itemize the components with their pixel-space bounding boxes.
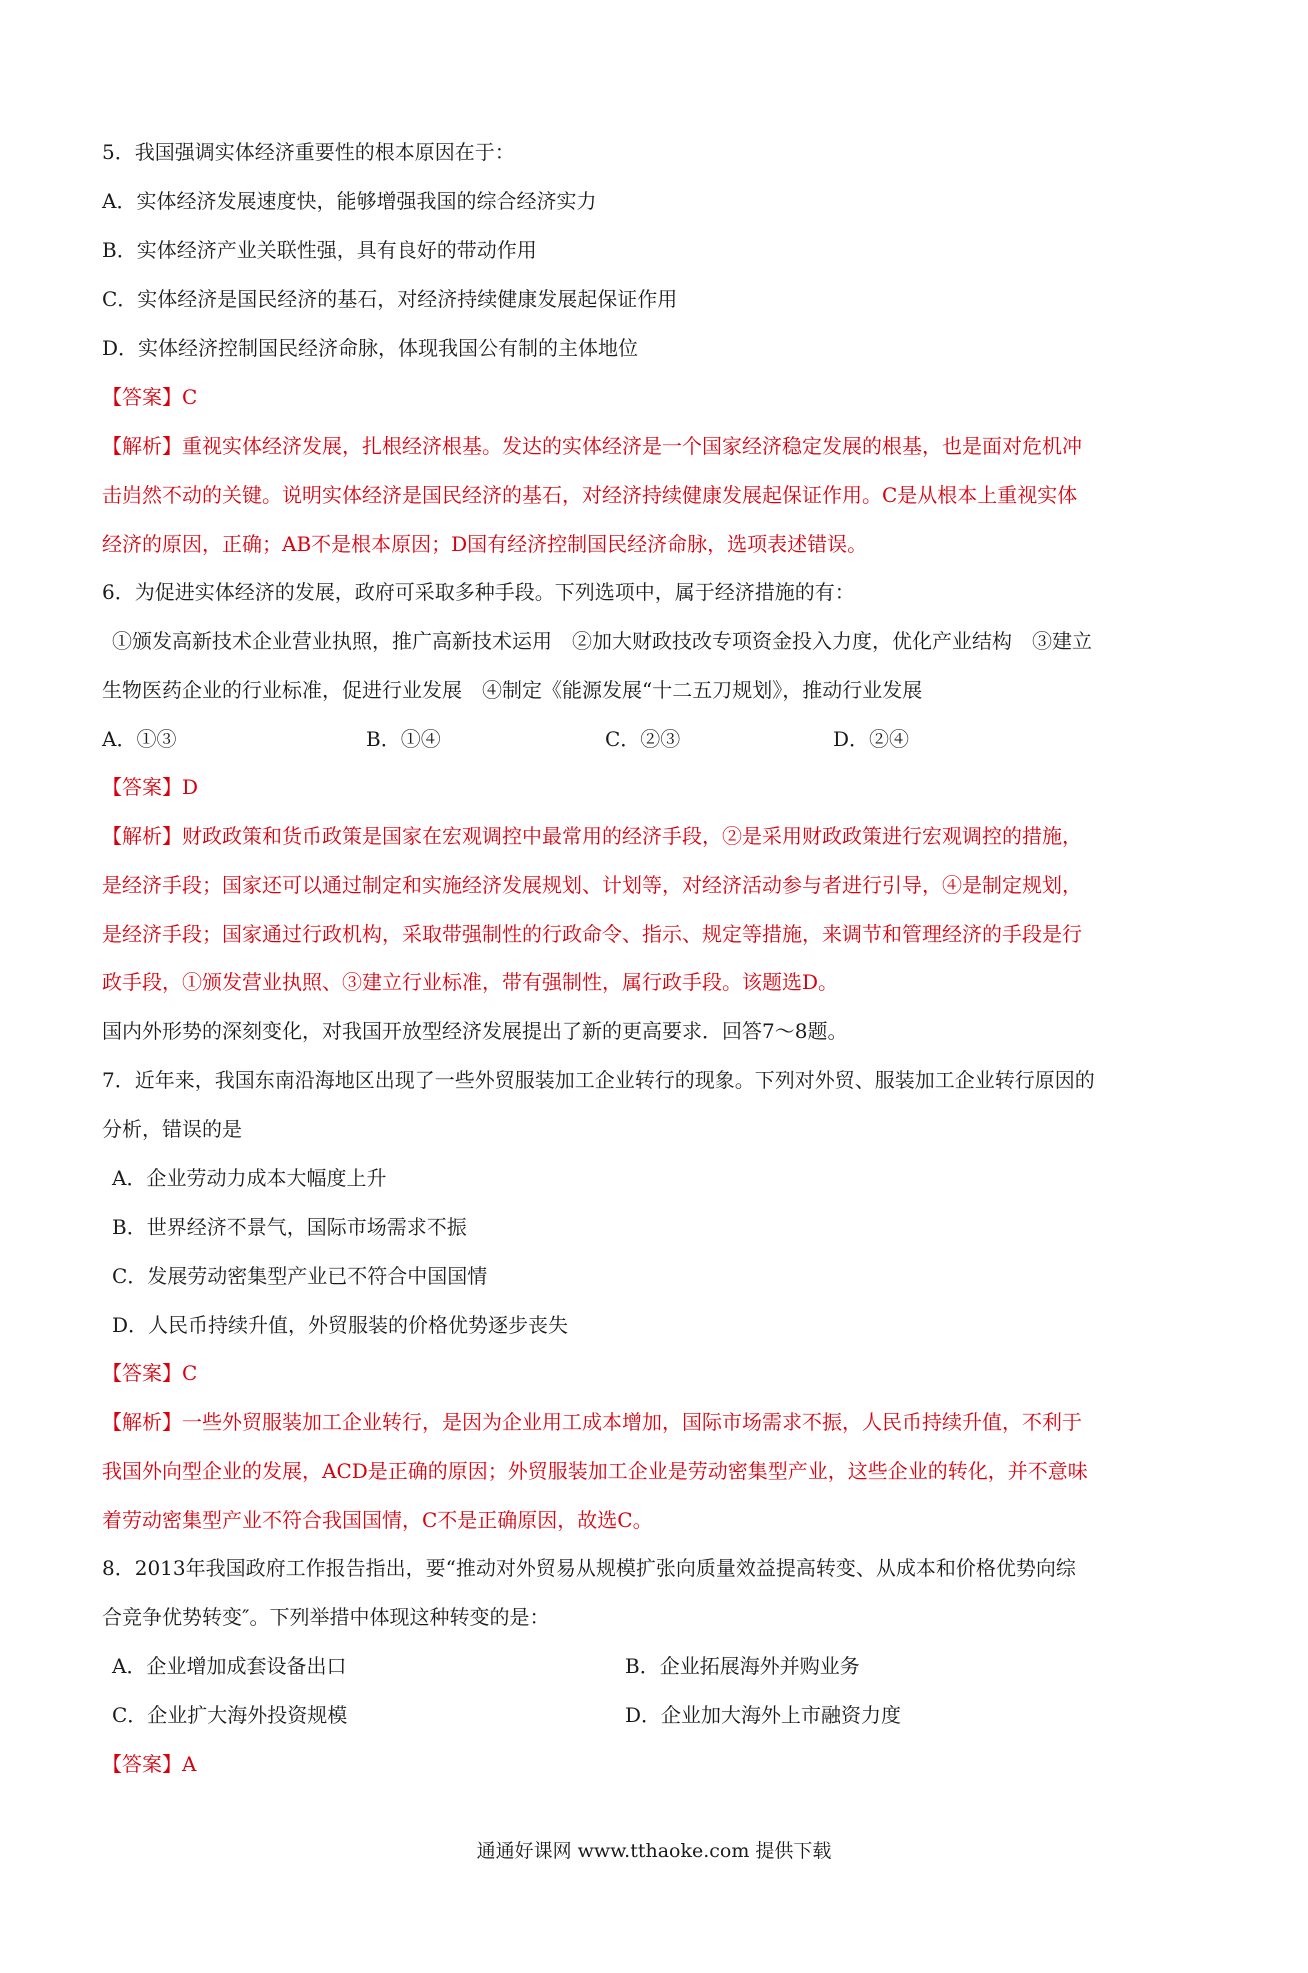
q8-option-c: C．企业扩大海外投资规模 xyxy=(112,1703,348,1727)
q7-option-b: B．世界经济不景气，国际市场需求不振 xyxy=(112,1215,467,1239)
q8-stem-line: 8．2013年我国政府工作报告指出，要“推动对外贸易从规模扩张向质量效益提高转变、从成本和价格优势向综 xyxy=(102,1556,1076,1580)
q6-analysis-line: 是经济手段；国家通过行政机构，采取带强制性的行政命令、指示、规定等措施，来调节和管理经济的手段是行 xyxy=(102,922,1082,946)
q6-answer: 【答案】D xyxy=(102,775,199,799)
page-footer: 通通好课网 www.tthaoke.com 提供下载 xyxy=(476,1840,832,1862)
q7-analysis-line: 着劳动密集型产业不符合我国国情，C不是正确原因，故选C。 xyxy=(102,1508,653,1532)
q6-analysis-line: 【解析】财政政策和货币政策是国家在宏观调控中最常用的经济手段，②是采用财政政策进行宏观调控的措施， xyxy=(102,824,1082,848)
q7-option-c: C．发展劳动密集型产业已不符合中国国情 xyxy=(112,1264,488,1288)
q6-items-line: ①颁发高新技术企业营业执照，推广高新技术运用 ②加大财政技改专项资金投入力度，优化产业结构 ③建立 xyxy=(112,629,1092,653)
q7-stem-line: 7．近年来，我国东南沿海地区出现了一些外贸服装加工企业转行的现象。下列对外贸、服装加工企业转行原因的 xyxy=(102,1068,1095,1092)
q7-analysis-line: 【解析】一些外贸服装加工企业转行，是因为企业用工成本增加，国际市场需求不振，人民币持续升值，不利于 xyxy=(102,1410,1082,1434)
q8-answer: 【答案】A xyxy=(102,1752,197,1776)
q7-option-a: A．企业劳动力成本大幅度上升 xyxy=(112,1166,387,1190)
q6-analysis-line: 政手段，①颁发营业执照、③建立行业标准，带有强制性，属行政手段。该题选D。 xyxy=(102,970,839,994)
q7-stem-line: 分析，错误的是 xyxy=(102,1117,242,1141)
q6-option-b: B．①④ xyxy=(366,727,441,751)
q5-analysis-line: 【解析】重视实体经济发展，扎根经济根基。发达的实体经济是一个国家经济稳定发展的根基，也是面对危机冲 xyxy=(102,434,1082,458)
q6-analysis-line: 是经济手段；国家还可以通过制定和实施经济发展规划、计划等，对经济活动参与者进行引导，④是制定规划， xyxy=(102,873,1082,897)
q7-option-d: D．人民币持续升值，外贸服装的价格优势逐步丧失 xyxy=(112,1313,569,1337)
q5-answer: 【答案】C xyxy=(102,385,198,409)
q8-option-d: D．企业加大海外上市融资力度 xyxy=(625,1703,902,1727)
q6-option-a: A．①③ xyxy=(102,727,177,751)
q6-items-line: 生物医药企业的行业标准，促进行业发展 ④制定《能源发展“十二五刀规划》，推动行业发展 xyxy=(102,678,923,702)
q5-option-d: D．实体经济控制国民经济命脉，体现我国公有制的主体地位 xyxy=(102,336,639,360)
q5-analysis-line: 击岿然不动的关键。说明实体经济是国民经济的基石，对经济持续健康发展起保证作用。C是从根本上重视实体 xyxy=(102,483,1078,507)
q5-analysis-line: 经济的原因，正确；AB不是根本原因；D国有经济控制国民经济命脉，选项表述错误。 xyxy=(102,532,868,556)
q6-option-d: D．②④ xyxy=(833,727,910,751)
intro-q7-q8: 国内外形势的深刻变化，对我国开放型经济发展提出了新的更高要求．回答7～8题。 xyxy=(102,1019,848,1043)
q8-option-b: B．企业拓展海外并购业务 xyxy=(625,1654,860,1678)
q7-answer: 【答案】C xyxy=(102,1361,198,1385)
q5-option-a: A．实体经济发展速度快，能够增强我国的综合经济实力 xyxy=(102,189,597,213)
q5-stem: 5．我国强调实体经济重要性的根本原因在于： xyxy=(102,140,515,164)
q5-option-c: C．实体经济是国民经济的基石，对经济持续健康发展起保证作用 xyxy=(102,287,678,311)
q6-stem: 6．为促进实体经济的发展，政府可采取多种手段。下列选项中，属于经济措施的有： xyxy=(102,580,855,604)
q5-option-b: B．实体经济产业关联性强，具有良好的带动作用 xyxy=(102,238,537,262)
q8-stem-line: 合竞争优势转变″。下列举措中体现这种转变的是： xyxy=(102,1605,550,1629)
q7-analysis-line: 我国外向型企业的发展，ACD是正确的原因；外贸服装加工企业是劳动密集型产业，这些企业的转化，并不意味 xyxy=(102,1459,1088,1483)
q8-option-a: A．企业增加成套设备出口 xyxy=(112,1654,347,1678)
q6-option-c: C．②③ xyxy=(605,727,681,751)
